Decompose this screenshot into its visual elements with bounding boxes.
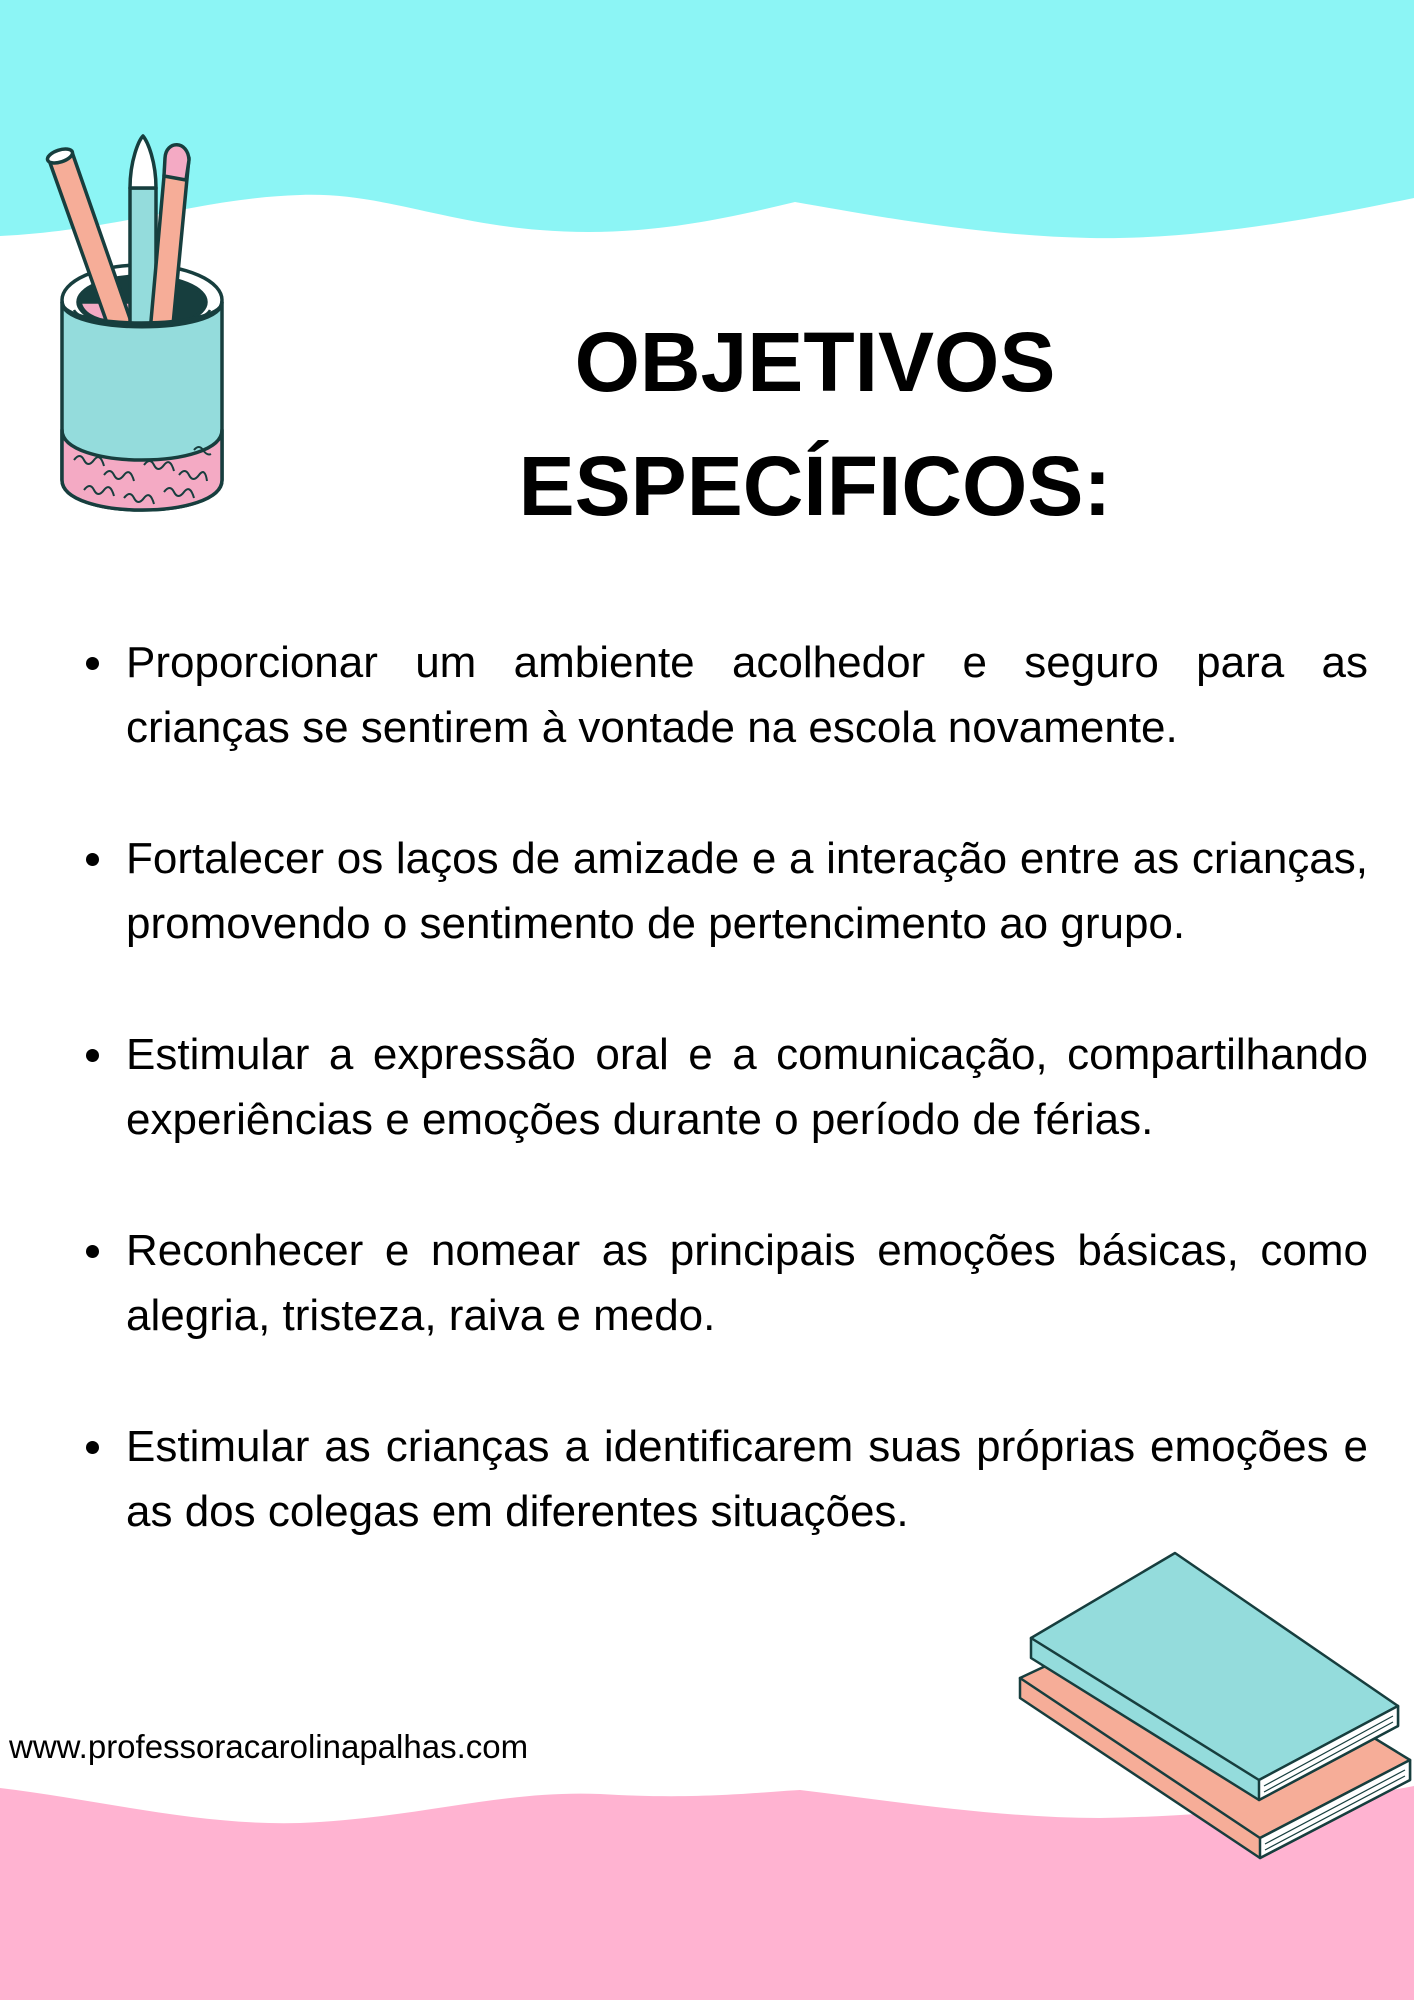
pencil-cup-illustration — [44, 130, 244, 540]
objective-item: Reconhecer e nomear as principais emoções básicas, como alegria, tristeza, raiva e medo. — [76, 1218, 1368, 1348]
title-line-2: ESPECÍFICOS: — [518, 439, 1112, 533]
objective-item: Estimular as crianças a identificarem suas próprias emoções e as dos colegas em diferentes situações. — [76, 1414, 1368, 1544]
objectives-list — [76, 630, 1368, 1610]
book-stack-illustration — [1015, 1548, 1414, 1868]
objective-item: Estimular a expressão oral e a comunicação, compartilhando experiências e emoções durante o período de férias. — [76, 1022, 1368, 1152]
objective-item: Fortalecer os laços de amizade e a interação entre as crianças, promovendo o sentimento de pertencimento ao grupo. — [76, 826, 1368, 956]
title-line-1: OBJETIVOS — [574, 315, 1056, 409]
website-url: www.professoracarolinapalhas.com — [9, 1728, 529, 1765]
objective-item: Proporcionar um ambiente acolhedor e seguro para as crianças se sentirem à vontade na escola novamente. — [76, 630, 1368, 760]
page-title — [380, 300, 1250, 548]
